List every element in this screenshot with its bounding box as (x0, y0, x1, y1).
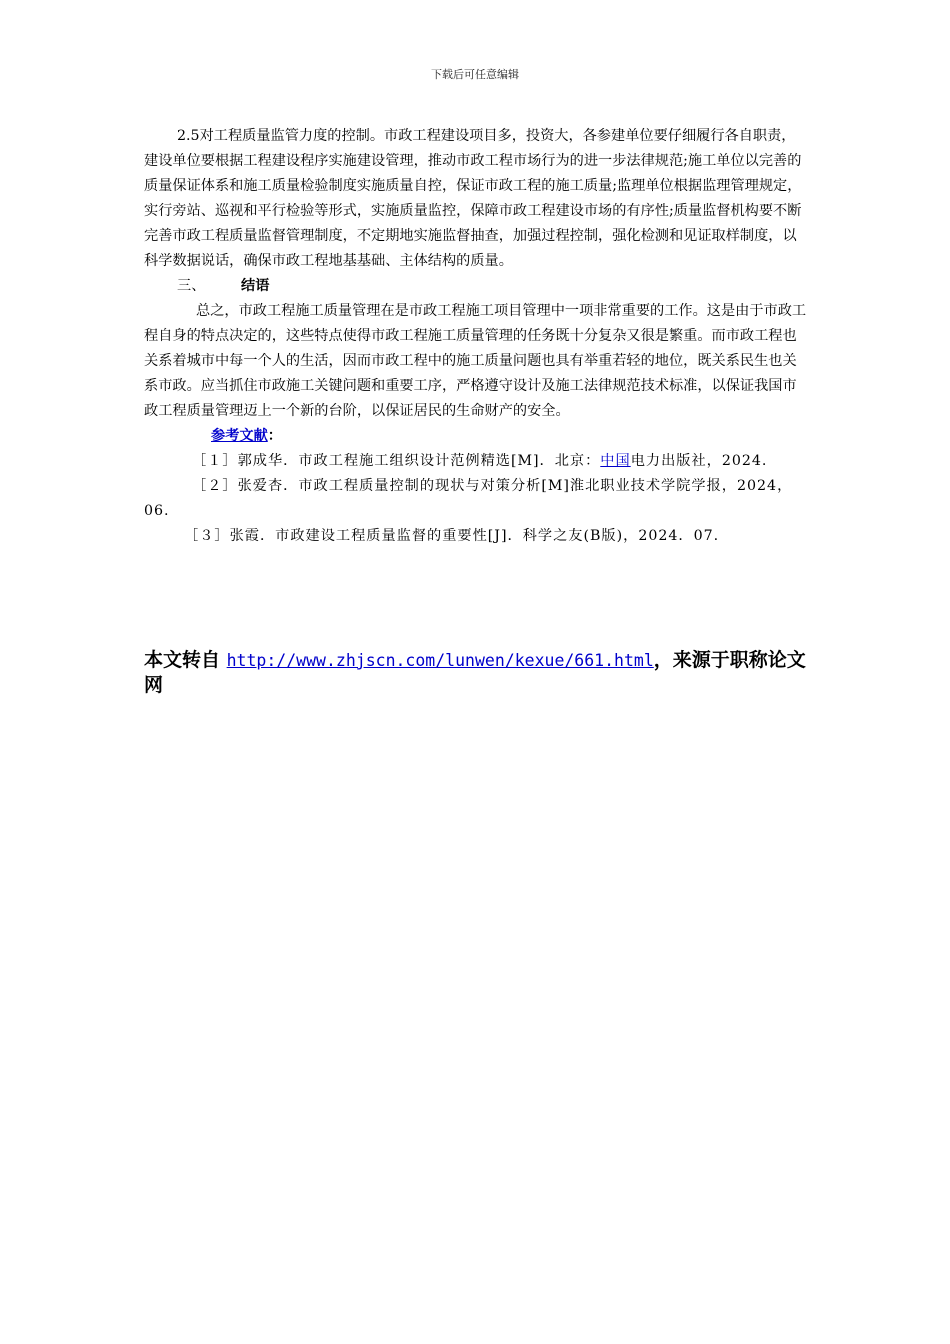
reference-3: ［３］张霞．市政建设工程质量监督的重要性[J]．科学之友(B版)，2024．07. (184, 528, 720, 544)
section-title: 结语 (241, 278, 270, 294)
reference-1-text: ［１］郭成华．市政工程施工组织设计范例精选[M]．北京： (192, 453, 601, 469)
source-line (144, 648, 824, 698)
reference-1 (144, 449, 809, 474)
conclusion-paragraph: 总之，市政工程施工质量管理在是市政工程施工项目管理中一项非常重要的工作。这是由于市政工程自身的特点决定的，这些特点使得市政工程施工质量管理的任务既十分复杂又很是繁重。而市政工程也关系着城市中每一个人的生活，因而市政工程中的施工质量问题也具有举重若轻的地位，既关系民生也关系市政。应当抓住市政施工关键问题和重要工序，严格遵守设计及施工法律规范技术标准，以保证我国市政工程质量管理迈上一个新的台阶，以保证居民的生命财产的安全。 (144, 303, 807, 419)
references-heading (144, 424, 809, 449)
references-colon: ： (267, 428, 282, 444)
reference-2: ［２］张爱杏．市政工程质量控制的现状与对策分析[M]淮北职业技术学院学报，2024，06. (144, 478, 793, 519)
references-link[interactable]: 参考文献 (211, 428, 268, 444)
source-prefix: 本文转自 (144, 649, 227, 671)
paragraph-2-5: 2.5对工程质量监管力度的控制。市政工程建设项目多，投资大，各参建单位要仔细履行各自职责，建设单位要根据工程建设程序实施建设管理，推动市政工程市场行为的进一步法律规范;施工单位以完善的质量保证体系和施工质量检验制度实施质量自控，保证市政工程的施工质量;监理单位根据监理管理规定，实行旁站、巡视和平行检验等形式，实施质量监控，保障市政工程建设市场的有序性;质量监督机构要不断完善市政工程质量监督管理制度，不定期地实施监督抽查，加强过程控制，强化检测和见证取样制度，以科学数据说话，确保市政工程地基基础、主体结构的质量。 (144, 128, 802, 269)
source-suffix: ，来源于职称论文网 (144, 649, 806, 696)
document-body (144, 124, 809, 549)
reference-1-link[interactable]: 中国 (600, 453, 631, 469)
section-number: 三、 (177, 278, 206, 294)
source-url-link[interactable]: http://www.zhjscn.com/lunwen/kexue/661.html (226, 651, 654, 670)
page-header: 下载后可任意编辑 (431, 68, 519, 81)
reference-1-text-end: 电力出版社，2024. (630, 453, 768, 469)
section-heading (144, 274, 809, 299)
